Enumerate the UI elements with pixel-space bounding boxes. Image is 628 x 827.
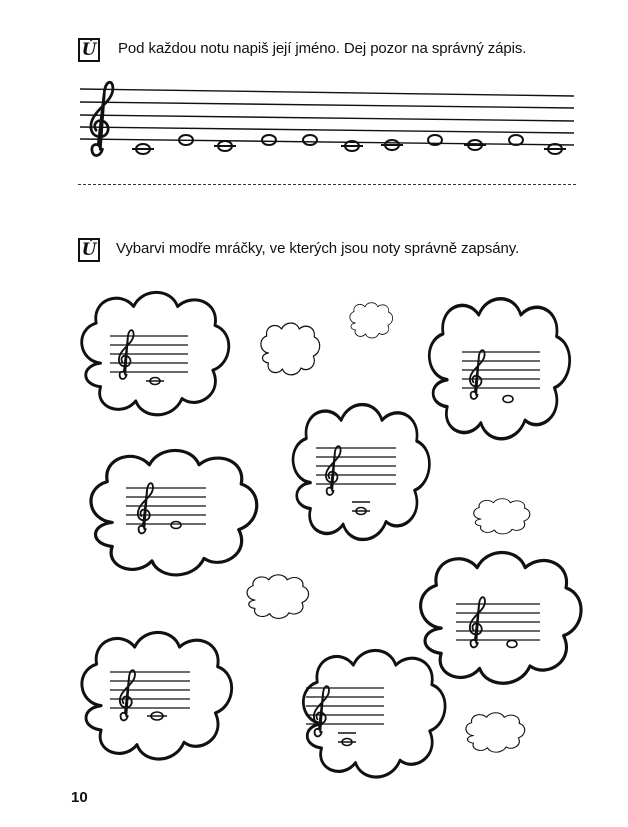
cloud-2[interactable] <box>429 299 569 439</box>
cloud-3[interactable] <box>293 405 429 540</box>
main-staff <box>80 82 574 155</box>
small-cloud-3[interactable] <box>474 499 530 534</box>
note-9 <box>464 140 486 150</box>
task-1-label: Ú <box>81 40 97 60</box>
note-3 <box>214 141 236 151</box>
cloud-6[interactable] <box>82 632 232 759</box>
small-cloud-2[interactable] <box>350 303 393 338</box>
cloud-4[interactable] <box>91 450 257 575</box>
note-7 <box>381 140 403 150</box>
note-5 <box>303 135 317 145</box>
note-1 <box>132 144 154 154</box>
small-cloud-5[interactable] <box>466 713 525 752</box>
cloud-7[interactable] <box>303 650 445 777</box>
small-cloud-4[interactable] <box>247 575 308 619</box>
task-2-instruction: Vybarvi modře mráčky, ve kterých jsou noty správně zapsány. <box>116 240 520 257</box>
note-10 <box>509 135 523 145</box>
page-number: 10 <box>71 789 88 806</box>
task-1-instruction: Pod každou notu napiš její jméno. Dej pozor na správný zápis. <box>118 40 527 57</box>
task-2-label: Ú <box>81 240 97 260</box>
small-cloud-1[interactable] <box>261 323 320 375</box>
note-4 <box>262 135 276 145</box>
cloud-1[interactable] <box>82 292 229 414</box>
cloud-5[interactable] <box>421 553 581 684</box>
treble-clef-icon <box>91 82 113 155</box>
